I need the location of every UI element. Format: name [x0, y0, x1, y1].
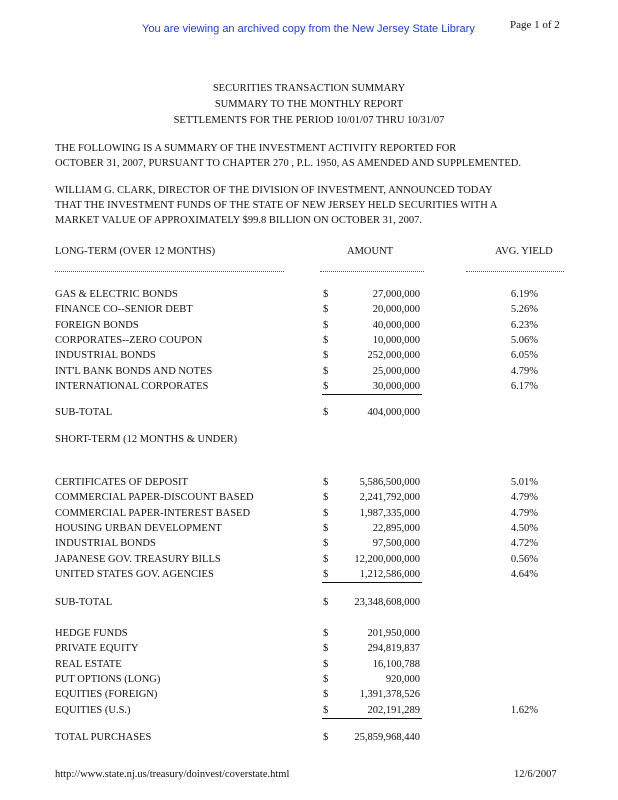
row-label: UNITED STATES GOV. AGENCIES: [55, 568, 214, 580]
dollar-sign: $: [323, 477, 329, 488]
footer-url[interactable]: http://www.state.nj.us/treasury/doinvest/coverstate.html: [55, 769, 290, 780]
subtotal-label: SUB-TOTAL: [55, 597, 113, 608]
dollar-sign: $: [323, 407, 329, 418]
dollar-sign: $: [323, 568, 329, 580]
title-line-3: SETTLEMENTS FOR THE PERIOD 10/01/07 THRU 10/31/07: [173, 115, 445, 126]
row-yield: 0.56%: [510, 553, 538, 565]
amount-underline: [322, 582, 422, 583]
table-row: [0, 289, 618, 303]
intro-line-2: OCTOBER 31, 2007, PURSUANT TO CHAPTER 270 , P.L. 1950, AS AMENDED AND SUPPLEMENTED.: [55, 158, 521, 169]
row-label: EQUITIES (U.S.): [55, 704, 131, 716]
row-amount: 16,100,788: [372, 658, 420, 670]
row-label: INTERNATIONAL CORPORATES: [55, 380, 209, 392]
row-label: INDUSTRIAL BONDS: [55, 350, 156, 362]
row-label: REAL ESTATE: [55, 658, 122, 670]
dollar-sign: $: [323, 365, 329, 377]
total-row: [0, 732, 618, 746]
page-number: Page 1 of 2: [510, 19, 560, 31]
row-amount: 201,950,000: [367, 628, 420, 639]
header-divider-yield: [466, 271, 564, 272]
row-label: FINANCE CO--SENIOR DEBT: [55, 304, 193, 316]
intro-line-1: THE FOLLOWING IS A SUMMARY OF THE INVESTMENT ACTIVITY REPORTED FOR: [55, 143, 457, 154]
row-label: COMMERCIAL PAPER-DISCOUNT BASED: [55, 492, 254, 504]
header-category: LONG-TERM (OVER 12 MONTHS): [55, 246, 216, 257]
row-label: PUT OPTIONS (LONG): [55, 673, 161, 685]
table-row: [0, 659, 618, 673]
row-yield: 5.06%: [510, 334, 538, 346]
archive-banner: You are viewing an archived copy from the New Jersey State Library: [142, 23, 475, 35]
amount-underline: [322, 394, 422, 395]
director-line-3: MARKET VALUE OF APPROXIMATELY $99.8 BILLION ON OCTOBER 31, 2007.: [55, 215, 423, 226]
row-amount: 252,000,000: [367, 350, 420, 362]
row-yield: 4.50%: [510, 522, 538, 534]
dollar-sign: $: [323, 522, 329, 534]
total-amount: 25,859,968,440: [354, 732, 420, 743]
table-row: [0, 335, 618, 349]
dollar-sign: $: [323, 553, 329, 565]
short-subtotal-row: [0, 597, 618, 611]
header-yield: AVG. YIELD: [495, 246, 553, 257]
amount-underline: [322, 718, 422, 719]
short-term-header: SHORT-TERM (12 MONTHS & UNDER): [55, 434, 238, 445]
table-row: [0, 320, 618, 334]
dollar-sign: $: [323, 597, 329, 608]
row-amount: 30,000,000: [372, 380, 420, 392]
row-amount: 20,000,000: [372, 304, 420, 316]
row-label: FOREIGN BONDS: [55, 319, 139, 331]
table-row: [0, 381, 618, 395]
row-yield: 6.05%: [510, 350, 538, 362]
footer-date: 12/6/2007: [514, 769, 557, 780]
row-amount: 40,000,000: [372, 319, 420, 331]
dollar-sign: $: [323, 643, 329, 655]
dollar-sign: $: [323, 350, 329, 362]
row-yield: 6.19%: [510, 289, 538, 300]
dollar-sign: $: [323, 507, 329, 519]
table-row: [0, 492, 618, 506]
dollar-sign: $: [323, 732, 329, 743]
row-amount: 5,586,500,000: [359, 477, 420, 488]
subtotal-label: SUB-TOTAL: [55, 407, 113, 418]
row-amount: 25,000,000: [372, 365, 420, 377]
row-yield: 4.79%: [510, 492, 538, 504]
row-amount: 12,200,000,000: [354, 553, 420, 565]
dollar-sign: $: [323, 304, 329, 316]
table-row: [0, 477, 618, 491]
row-yield: 5.01%: [510, 477, 538, 488]
director-line-2: THAT THE INVESTMENT FUNDS OF THE STATE OF NEW JERSEY HELD SECURITIES WITH A: [55, 200, 498, 211]
dollar-sign: $: [323, 380, 329, 392]
row-amount: 22,895,000: [372, 522, 420, 534]
dollar-sign: $: [323, 319, 329, 331]
dollar-sign: $: [323, 492, 329, 504]
table-row: [0, 538, 618, 552]
table-row: [0, 554, 618, 568]
row-label: CERTIFICATES OF DEPOSIT: [55, 477, 188, 488]
table-row: [0, 628, 618, 642]
row-label: HOUSING URBAN DEVELOPMENT: [55, 522, 222, 534]
row-amount: 97,500,000: [372, 538, 420, 550]
table-row: [0, 523, 618, 537]
dollar-sign: $: [323, 689, 329, 701]
header-divider-category: [55, 271, 284, 272]
row-label: HEDGE FUNDS: [55, 628, 128, 639]
table-row: [0, 304, 618, 318]
row-yield: 4.79%: [510, 365, 538, 377]
row-amount: 10,000,000: [372, 334, 420, 346]
dollar-sign: $: [323, 334, 329, 346]
row-label: PRIVATE EQUITY: [55, 643, 139, 655]
row-amount: 1,987,335,000: [359, 507, 420, 519]
table-row: [0, 643, 618, 657]
row-yield: 5.26%: [510, 304, 538, 316]
director-line-1: WILLIAM G. CLARK, DIRECTOR OF THE DIVISION OF INVESTMENT, ANNOUNCED TODAY: [55, 185, 493, 196]
table-row: [0, 674, 618, 688]
table-row: [0, 508, 618, 522]
row-yield: 4.72%: [510, 538, 538, 550]
table-row: [0, 705, 618, 719]
row-yield: 6.23%: [510, 319, 538, 331]
row-label: EQUITIES (FOREIGN): [55, 689, 158, 701]
header-amount: AMOUNT: [347, 246, 394, 257]
dollar-sign: $: [323, 628, 329, 639]
row-yield: 4.79%: [510, 507, 538, 519]
row-label: JAPANESE GOV. TREASURY BILLS: [55, 553, 221, 565]
row-label: COMMERCIAL PAPER-INTEREST BASED: [55, 507, 251, 519]
dollar-sign: $: [323, 704, 329, 716]
row-amount: 1,391,378,526: [359, 689, 420, 701]
dollar-sign: $: [323, 673, 329, 685]
table-row: [0, 350, 618, 364]
row-amount: 202,191,289: [367, 704, 420, 716]
row-label: INT'L BANK BONDS AND NOTES: [55, 365, 213, 377]
row-label: INDUSTRIAL BONDS: [55, 538, 156, 550]
title-line-1: SECURITIES TRANSACTION SUMMARY: [212, 83, 406, 94]
row-amount: 1,212,586,000: [359, 568, 420, 580]
dollar-sign: $: [323, 658, 329, 670]
table-row: [0, 366, 618, 380]
table-row: [0, 689, 618, 703]
dollar-sign: $: [323, 538, 329, 550]
row-amount: 920,000: [385, 673, 420, 685]
subtotal-amount: 404,000,000: [367, 407, 420, 418]
long-subtotal-row: [0, 407, 618, 421]
row-yield: 1.62%: [510, 704, 538, 716]
subtotal-amount: 23,348,608,000: [354, 597, 420, 608]
header-divider-amount: [320, 271, 424, 272]
row-amount: 27,000,000: [372, 289, 420, 300]
row-amount: 2,241,792,000: [359, 492, 420, 504]
row-yield: 4.64%: [510, 568, 538, 580]
title-line-2: SUMMARY TO THE MONTHLY REPORT: [214, 99, 404, 110]
total-label: TOTAL PURCHASES: [55, 732, 152, 743]
row-yield: 6.17%: [510, 380, 538, 392]
row-label: GAS & ELECTRIC BONDS: [55, 289, 178, 300]
dollar-sign: $: [323, 289, 329, 300]
row-amount: 294,819,837: [367, 643, 420, 655]
row-label: CORPORATES--ZERO COUPON: [55, 334, 203, 346]
table-row: [0, 569, 618, 583]
